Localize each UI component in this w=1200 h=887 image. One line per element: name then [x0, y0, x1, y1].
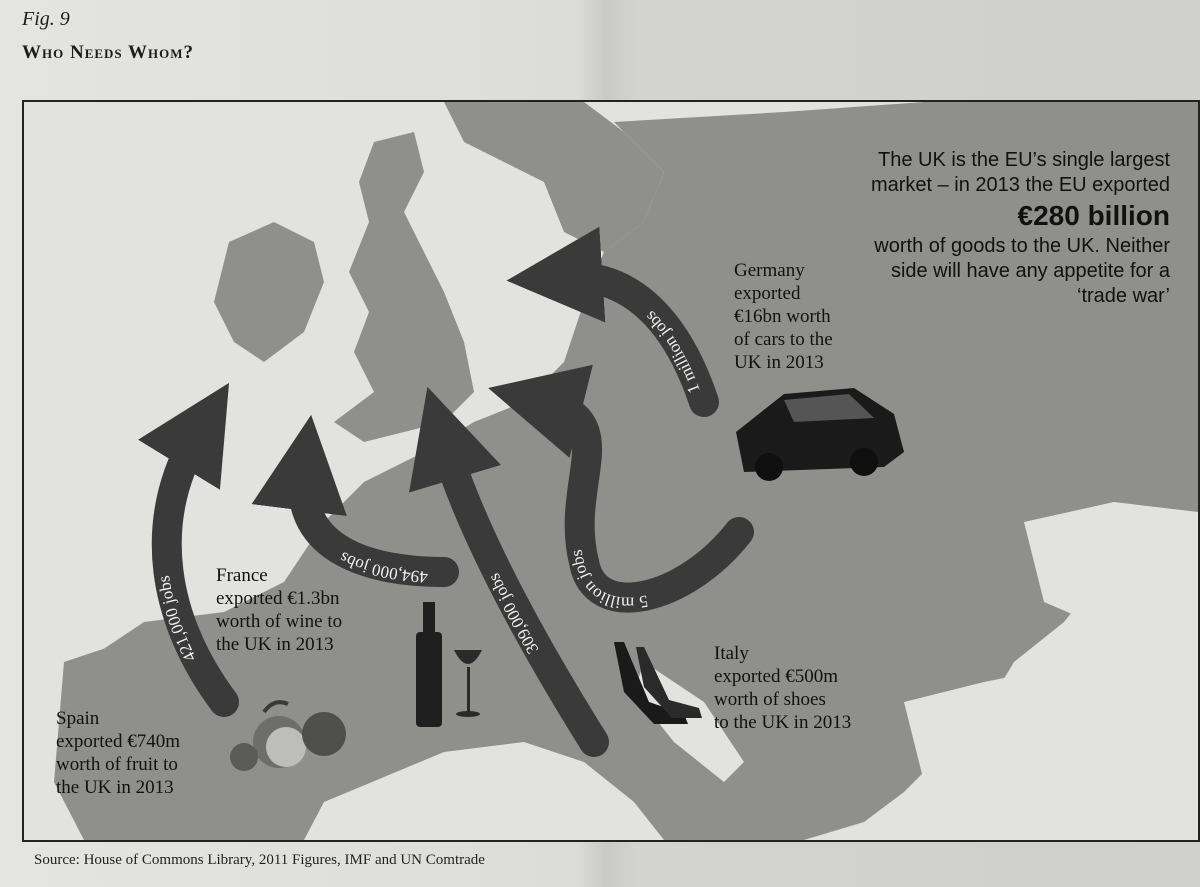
- ireland-shape: [214, 222, 324, 362]
- arrow-label-italy: 309,000 jobs: [484, 570, 543, 658]
- headline-callout: [840, 148, 1170, 309]
- headline-amount: €280 billion: [1017, 200, 1170, 231]
- arrow-label-spain: 421,000 jobs: [154, 574, 200, 665]
- source-note: Source: House of Commons Library, 2011 Figures, IMF and UN Comtrade: [34, 852, 485, 868]
- arrow-label-france: 494,000 jobs: [336, 548, 429, 587]
- great-britain-shape: [334, 132, 474, 442]
- arrow-label-central: 5 million jobs: [566, 548, 650, 613]
- headline-post: worth of goods to the UK. Neither side will have any appetite for a ‘trade war’: [874, 235, 1170, 307]
- caption-spain: Spain exported €740m worth of fruit to the UK in 2013: [56, 708, 181, 798]
- figure-title: Who Needs Whom?: [22, 42, 195, 63]
- caption-italy: Italy exported €500m worth of shoes to the UK in 2013: [714, 643, 852, 733]
- arrow-label-germany: 1 million jobs: [640, 307, 704, 396]
- headline-pre: The UK is the EU’s single largest market – in 2013 the EU exported: [870, 149, 1170, 196]
- caption-germany: Germany exported €16bn worth of cars to the UK in 2013: [734, 260, 833, 373]
- caption-france: France exported €1.3bn worth of wine to the UK in 2013: [216, 565, 343, 655]
- map-frame: [22, 100, 1200, 842]
- figure-label: Fig. 9: [22, 8, 70, 30]
